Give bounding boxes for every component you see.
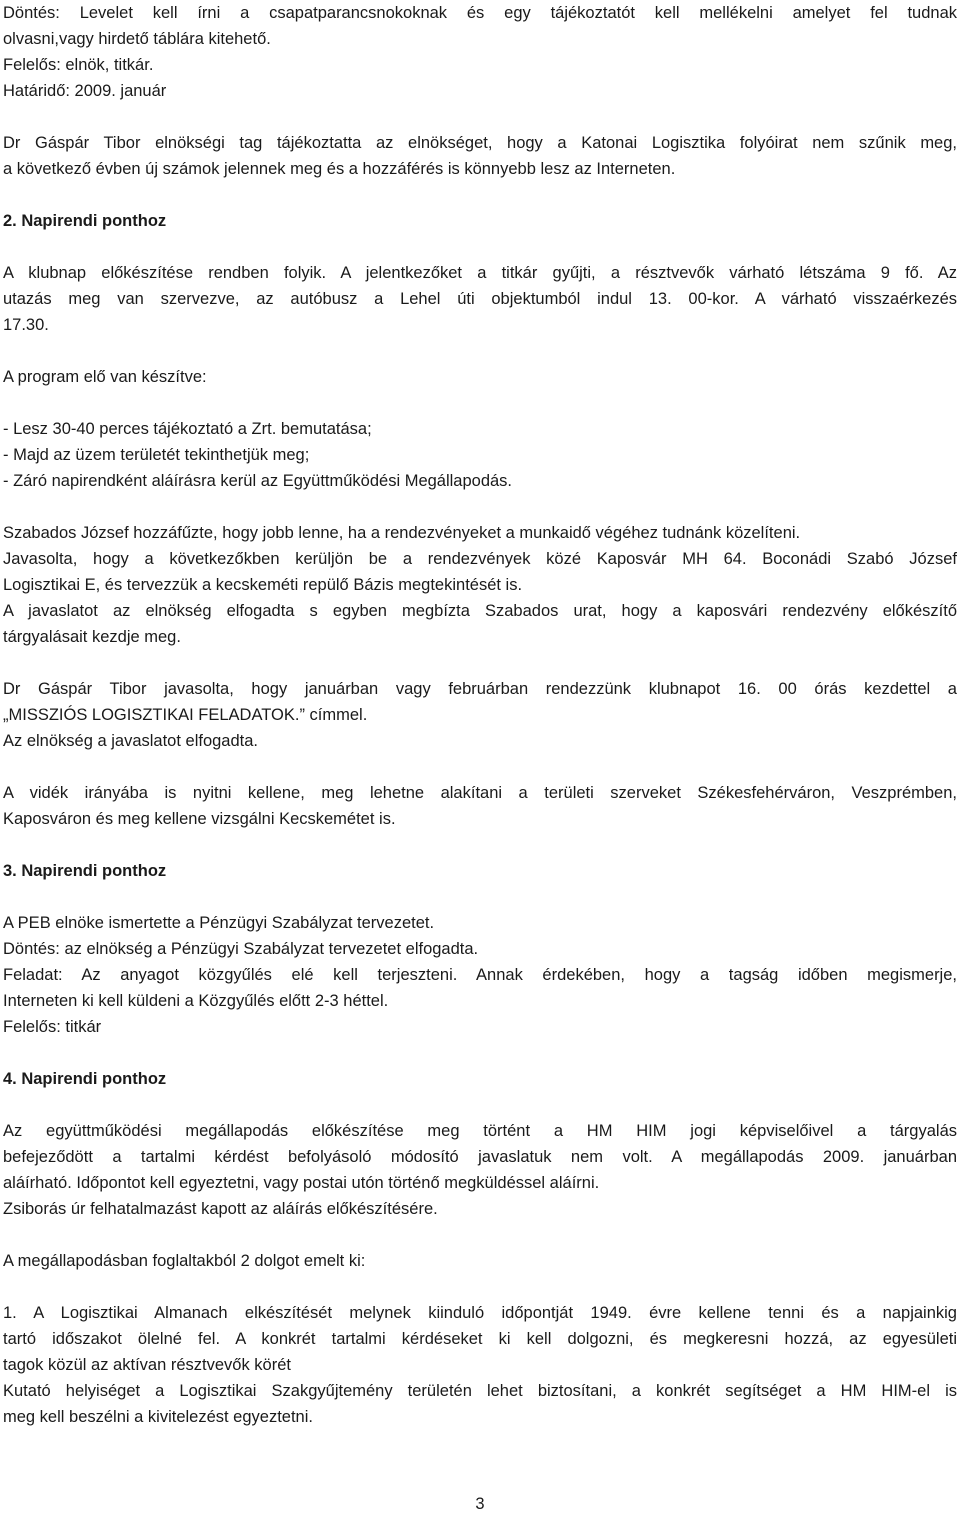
section-heading (3, 1066, 957, 1092)
text-line: - Lesz 30-40 perces tájékoztató a Zrt. bemutatása; (3, 420, 372, 438)
text-line: Döntés: az elnökség a Pénzügyi Szabályzat tervezetet elfogadta. (3, 940, 479, 958)
text-line: tartó időszakot ölelné fel. A konkrét tartalmi kérdéseket ki kell dolgozni, és megkeresni hozzá, az egyesületi (3, 1330, 957, 1348)
text-line: a következő évben új számok jelennek meg és a hozzáférés is könnyebb lesz az Interneten. (3, 160, 676, 178)
document-body (3, 0, 957, 1430)
paragraph (3, 780, 957, 832)
text-line: Az együttműködési megállapodás előkészítése meg történt a HM HIM jogi képviselőivel a tárgyalás (3, 1122, 957, 1140)
text-line: Javasolta, hogy a következőkben kerüljön be a rendezvények közé Kaposvár MH 64. Boconádi Szabó József (3, 550, 957, 568)
paragraph-spacer (3, 1092, 957, 1118)
paragraph (3, 260, 957, 338)
text-line: - Majd az üzem területét tekinthetjük meg; (3, 446, 310, 464)
text-line: utazás meg van szervezve, az autóbusz a Lehel úti objektumból indul 13. 00-kor. A várható visszaérkezés (3, 290, 957, 308)
paragraph-spacer (3, 390, 957, 416)
paragraph (3, 1118, 957, 1222)
text-line: Feladat: Az anyagot közgyűlés elé kell terjeszteni. Annak érdekében, hogy a tagság időben megismerje, (3, 966, 957, 984)
paragraph-spacer (3, 234, 957, 260)
text-line: A megállapodásban foglaltakból 2 dolgot emelt ki: (3, 1252, 366, 1270)
text-line: Szabados József hozzáfűzte, hogy jobb lenne, ha a rendezvényeket a munkaidő végéhez tudnánk közelíteni. (3, 524, 801, 542)
paragraph (3, 520, 957, 650)
paragraph (3, 364, 957, 390)
text-line: „MISSZIÓS LOGISZTIKAI FELADATOK.” címmel. (3, 706, 368, 724)
text-line: A program elő van készítve: (3, 368, 207, 386)
text-line: Dr Gáspár Tibor javasolta, hogy januárban vagy februárban rendezzünk klubnapot 16. 00 órás kezdettel a (3, 680, 957, 698)
paragraph-spacer (3, 182, 957, 208)
text-line: Kaposváron és meg kellene vizsgálni Kecskemétet is. (3, 810, 396, 828)
paragraph-spacer (3, 650, 957, 676)
text-line: Az elnökség a javaslatot elfogadta. (3, 732, 259, 750)
text-line: 17.30. (3, 316, 49, 334)
paragraph (3, 1248, 957, 1274)
paragraph-spacer (3, 1222, 957, 1248)
text-line: Kutató helyiséget a Logisztikai Szakgyűjtemény területén lehet biztosítani, a konkrét segítséget a HM HIM-el is (3, 1382, 957, 1400)
text-line: A vidék irányába is nyitni kellene, meg lehetne alakítani a területi szerveket Székesfehérváron, Veszprémben, (3, 784, 957, 802)
text-line: Logisztikai E, és tervezzük a kecskeméti repülő Bázis megtekintését is. (3, 576, 523, 594)
paragraph (3, 130, 957, 182)
text-line: meg kell beszélni a kivitelezést egyeztetni. (3, 1408, 313, 1426)
paragraph-spacer (3, 338, 957, 364)
section-heading (3, 208, 957, 234)
document-page (3, 0, 957, 1430)
paragraph (3, 676, 957, 754)
text-line: Felelős: elnök, titkár. (3, 56, 154, 74)
text-line: Határidő: 2009. január (3, 82, 167, 100)
paragraph-spacer (3, 754, 957, 780)
paragraph (3, 1300, 957, 1430)
page-number: 3 (475, 1495, 485, 1513)
paragraph (3, 0, 957, 104)
text-line: A klubnap előkészítése rendben folyik. A jelentkezőket a titkár gyűjti, a résztvevők várható létszáma 9 fő. Az (3, 264, 957, 282)
text-line: befejeződött a tartalmi kérdést befolyásoló módosító javaslatuk nem volt. A megállapodás 2009. januárban (3, 1148, 957, 1166)
paragraph-spacer (3, 104, 957, 130)
paragraph-spacer (3, 832, 957, 858)
heading-text: 2. Napirendi ponthoz (3, 212, 167, 230)
text-line: - Záró napirendként aláírásra kerül az Együttműködési Megállapodás. (3, 472, 513, 490)
text-line: Interneten ki kell küldeni a Közgyűlés előtt 2-3 héttel. (3, 992, 389, 1010)
paragraph-spacer (3, 1040, 957, 1066)
text-line: A javaslatot az elnökség elfogadta s egyben megbízta Szabados urat, hogy a kaposvári rendezvény előkészítő (3, 602, 957, 620)
text-line: Döntés: Levelet kell írni a csapatparancsnokoknak és egy tájékoztatót kell mellékelni amelyet fel tudnak (3, 4, 957, 22)
paragraph (3, 416, 957, 494)
text-line: Zsiborás úr felhatalmazást kapott az aláírás előkészítésére. (3, 1200, 438, 1218)
section-heading (3, 858, 957, 884)
heading-text: 4. Napirendi ponthoz (3, 1070, 167, 1088)
paragraph-spacer (3, 884, 957, 910)
text-line: Felelős: titkár (3, 1018, 102, 1036)
paragraph-spacer (3, 1274, 957, 1300)
text-line: aláírható. Időpontot kell egyeztetni, vagy postai utón történő megküldéssel aláírni. (3, 1174, 600, 1192)
paragraph-spacer (3, 494, 957, 520)
text-line: olvasni,vagy hirdető táblára kitehető. (3, 30, 271, 48)
text-line: tárgyalásait kezdje meg. (3, 628, 181, 646)
heading-text: 3. Napirendi ponthoz (3, 862, 167, 880)
text-line: Dr Gáspár Tibor elnökségi tag tájékoztatta az elnökséget, hogy a Katonai Logisztika folyóirat nem szűnik meg, (3, 134, 957, 152)
text-line: 1. A Logisztikai Almanach elkészítését melynek kiinduló időpontját 1949. évre kellene tenni és a napjainkig (3, 1304, 957, 1322)
paragraph (3, 910, 957, 1040)
text-line: tagok közül az aktívan résztvevők körét (3, 1356, 291, 1374)
text-line: A PEB elnöke ismertette a Pénzügyi Szabályzat tervezetet. (3, 914, 435, 932)
